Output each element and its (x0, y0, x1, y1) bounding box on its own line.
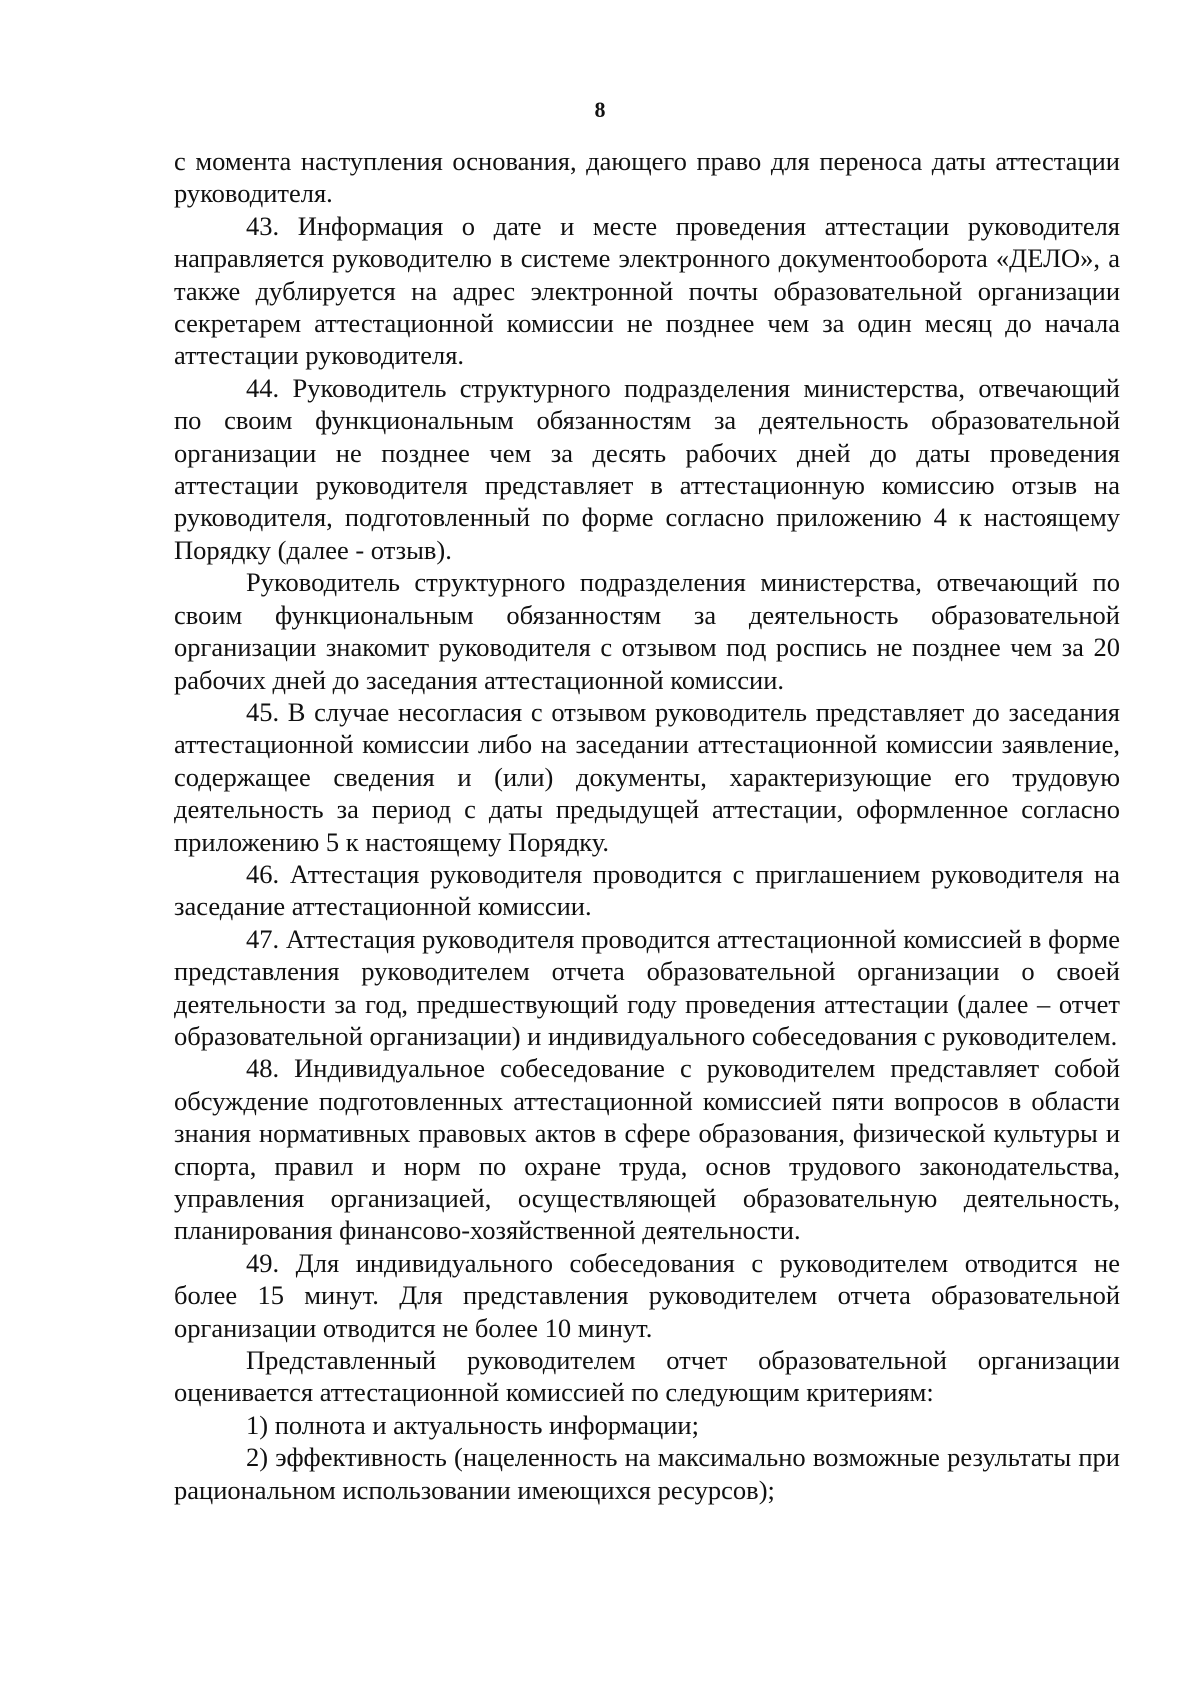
paragraph-43: 43. Информация о дате и месте проведения аттестации руководителя направляется руководителю в системе электронного документооборота «ДЕЛО», а также дублируется на адрес электронной почты образовательной организации секретарем аттестационной комиссии не позднее чем за один месяц до начала аттестации руководителя. (174, 210, 1120, 371)
paragraph-44-continued: Руководитель структурного подразделения министерства, отвечающий по своим функциональным обязанностям за деятельность образовательной организации знакомит руководителя с отзывом под роспись не позднее чем за 20 рабочих дней до заседания аттестационной комиссии. (174, 567, 1120, 695)
paragraph-44: 44. Руководитель структурного подразделения министерства, отвечающий по своим функциональным обязанностям за деятельность образовательной организации не позднее чем за десять рабочих дней до даты проведения аттестации руководителя представляет в аттестационную комиссию отзыв на руководителя, подготовленный по форме согласно приложению 4 к настоящему Порядку (далее - отзыв). (174, 372, 1120, 565)
paragraph-47: 47. Аттестация руководителя проводится аттестационной комиссией в форме представления руководителем отчета образовательной организации о своей деятельности за год, предшествующий году проведения аттестации (далее – отчет образовательной организации) и индивидуального собеседования с руководителем. (174, 923, 1120, 1051)
paragraph-45: 45. В случае несогласия с отзывом руководитель представляет до заседания аттестационной комиссии либо на заседании аттестационной комиссии заявление, содержащее сведения и (или) документы, характеризующие его трудовую деятельность за период с даты предыдущей аттестации, оформленное согласно приложению 5 к настоящему Порядку. (174, 696, 1120, 857)
paragraph-46: 46. Аттестация руководителя проводится с приглашением руководителя на заседание аттестационной комиссии. (174, 858, 1120, 922)
paragraph-48: 48. Индивидуальное собеседование с руководителем представляет собой обсуждение подготовленных аттестационной комиссией пяти вопросов в области знания нормативных правовых актов в сфере образования, физической культуры и спорта, правил и норм по охране труда, основ трудового законодательства, управления организацией, осуществляющей образовательную деятельность, планирования финансово-хозяйственной деятельности. (174, 1053, 1120, 1246)
criteria-item-1: 1) полнота и актуальность информации; (246, 1409, 699, 1440)
paragraph-criteria-intro: Представленный руководителем отчет образовательной организации оценивается аттестационной комиссией по следующим критериям: (174, 1345, 1120, 1408)
criteria-item-2: 2) эффективность (нацеленность на максимально возможные результаты при рациональном использовании имеющихся ресурсов); (174, 1442, 1120, 1505)
document-body (174, 145, 1120, 1506)
page-number: 8 (594, 97, 606, 122)
paragraph-49: 49. Для индивидуального собеседования с руководителем отводится не более 15 минут. Для представления руководителем отчета образовательной организации отводится не более 10 минут. (174, 1247, 1120, 1343)
paragraph-continuation: с момента наступления основания, дающего право для переноса даты аттестации руководителя. (174, 146, 1120, 209)
